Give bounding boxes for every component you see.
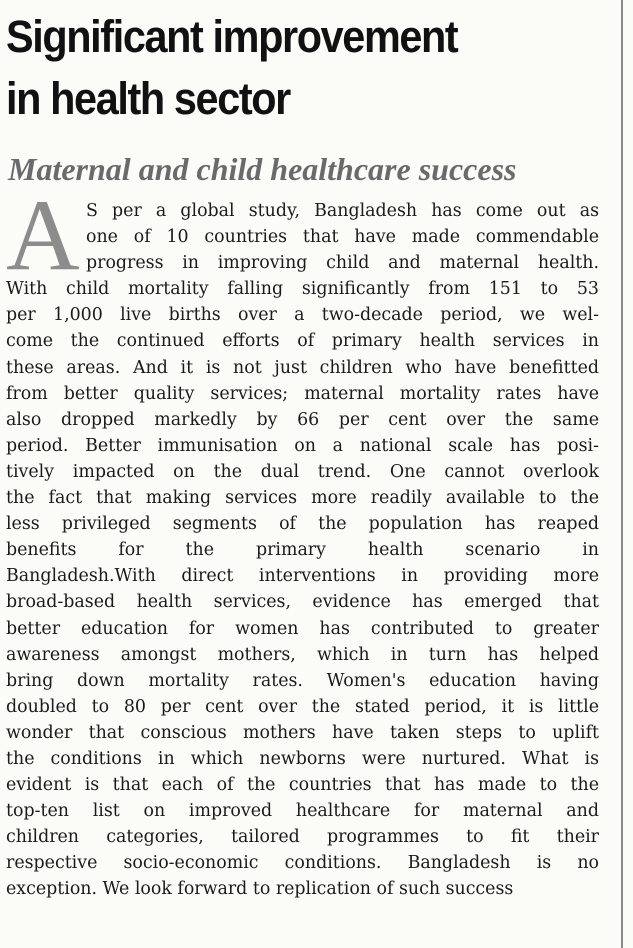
body-line: these areas. And it is not just children who have benefitted [6, 357, 599, 378]
body-line: children categories, tailored programmes to fit their [6, 827, 599, 848]
body-line: progress in improving child and maternal health. [86, 253, 599, 274]
body-line: period. Better immunisation on a national scale has posi- [6, 435, 599, 456]
headline-line-2: in health sector [6, 73, 290, 124]
body-line: better education for women has contributed to greater [6, 618, 599, 639]
body-line: doubled to 80 per cent over the stated period, it is little [6, 696, 599, 717]
body-line: bring down mortality rates. Women's education having [6, 670, 599, 691]
body-line: per 1,000 live births over a two-decade period, we wel- [6, 305, 599, 326]
headline-line-1: Significant improvement [6, 11, 458, 62]
body-line: the conditions in which newborns were nurtured. What is [6, 748, 599, 769]
body-line: exception. We look forward to replication of such success [6, 879, 514, 900]
body-line: from better quality services; maternal mortality rates have [6, 383, 599, 404]
body-line: benefits for the primary health scenario in [6, 540, 599, 561]
body-line: less privileged segments of the population has reaped [6, 514, 599, 535]
body-line: respective socio-economic conditions. Bangladesh is no [6, 853, 599, 874]
subheadline: Maternal and child healthcare success [8, 151, 517, 187]
body-line: wonder that conscious mothers have taken steps to uplift [6, 722, 599, 743]
body-line: top-ten list on improved healthcare for maternal and [6, 801, 599, 822]
article-body [6, 198, 599, 903]
drop-cap: A [6, 179, 80, 292]
body-line: tively impacted on the dual trend. One cannot overlook [6, 461, 599, 482]
body-line: come the continued efforts of primary health services in [6, 331, 599, 352]
headline [6, 6, 567, 130]
body-line: With child mortality falling significantly from 151 to 53 [6, 279, 599, 300]
column-rule [621, 0, 623, 948]
body-line: broad-based health services, evidence has emerged that [6, 592, 599, 613]
body-line: also dropped markedly by 66 per cent over the same [6, 409, 599, 430]
body-line: S per a global study, Bangladesh has come out as [86, 201, 599, 221]
body-line: the fact that making services more readily available to the [6, 488, 599, 509]
body-line: one of 10 countries that have made commendable [86, 227, 599, 248]
body-line: evident is that each of the countries that has made to the [6, 775, 599, 796]
body-line: Bangladesh.With direct interventions in providing more [6, 566, 599, 587]
body-line: awareness amongst mothers, which in turn has helped [6, 644, 599, 665]
